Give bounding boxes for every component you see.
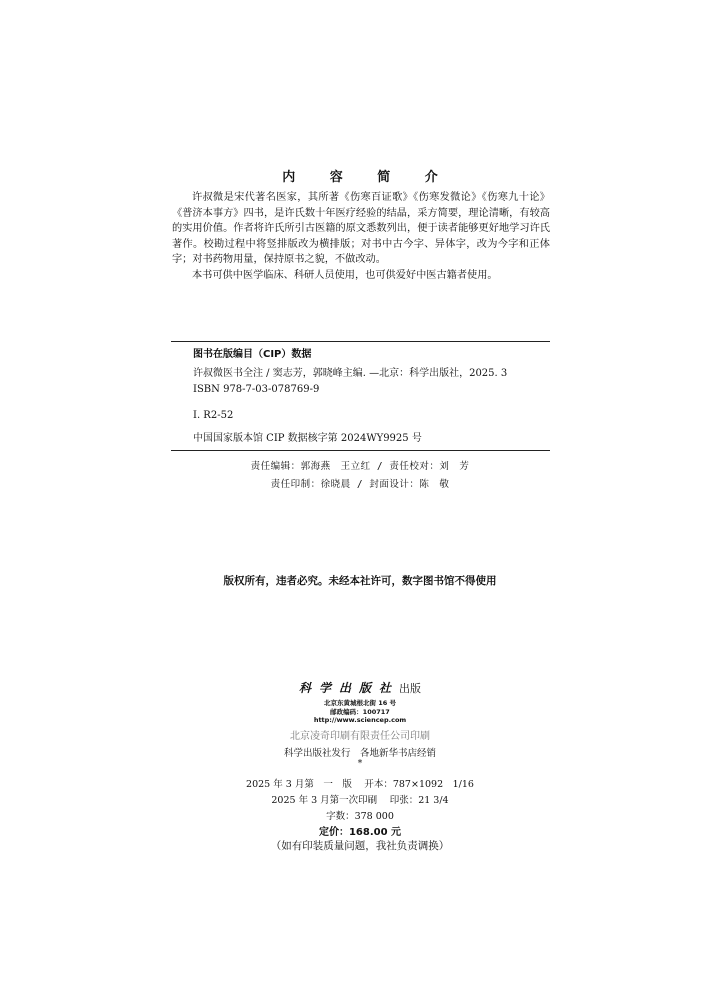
intro-paragraph-1: 许叔微是宋代著名医家，其所著《伤寒百证歌》《伤寒发微论》《伤寒九十论》《普济本事方》四书，是许氏数十年医疗经验的结晶，采方简要，理论清晰，有较高的实用价值。作者将许氏所引古医籍的原文悉数列出，便于读者能够更好地学习许氏著作。校勘过程中将竖排版改为横排版；对书中古今字、异体字，改为今字和正体字；对书药物用量，保持原书之貌，不做改动。 bbox=[172, 192, 550, 266]
cip-classification: Ⅰ. R2-52 bbox=[193, 410, 234, 421]
intro-paragraph-2: 本书可供中医学临床、科研人员使用，也可供爱好中医古籍者使用。 bbox=[192, 269, 498, 281]
cip-title-line: 许叔微医书全注 / 窦志芳，郭晓峰主编. —北京：科学出版社，2025. 3 bbox=[193, 368, 508, 379]
intro-heading: 内 容 简 介 bbox=[282, 170, 453, 185]
editors-line: 责任编辑：郭海燕 王立红 / 责任校对：刘 芳 bbox=[250, 461, 470, 472]
publisher-postcode: 邮政编码：100717 bbox=[330, 708, 390, 716]
copyright-notice: 版权所有，违者必究。未经本社许可，数字图书馆不得使用 bbox=[223, 575, 497, 587]
printer-name: 北京凌奇印刷有限责任公司印刷 bbox=[290, 731, 430, 742]
cip-isbn: ISBN 978-7-03-078769-9 bbox=[193, 384, 320, 395]
price-value: 168.00 元 bbox=[348, 827, 402, 838]
intro-body bbox=[172, 190, 550, 284]
cip-bottom-rule bbox=[171, 450, 550, 451]
production-line: 责任印制：徐晓晨 / 封面设计：陈 敬 bbox=[270, 479, 450, 490]
cip-heading: 图书在版编目（CIP）数据 bbox=[193, 349, 312, 360]
publisher-suffix: 出版 bbox=[399, 682, 421, 695]
publisher-url: http://www.sciencep.com bbox=[313, 716, 407, 724]
price-label: 定价： bbox=[318, 827, 349, 838]
price bbox=[0, 823, 720, 838]
publisher-name bbox=[0, 679, 720, 696]
publisher-logo-text: 科学出版社 bbox=[298, 681, 399, 695]
printing-line: 2025 年 3 月第一次印刷 印张：21 3/4 bbox=[271, 795, 449, 806]
edition-line: 2025 年 3 月第 一 版 开本：787×1092 1/16 bbox=[246, 779, 474, 790]
separator-star: * bbox=[357, 759, 363, 769]
cip-record-number: 中国国家版本馆 CIP 数据核字第 2024WY9925 号 bbox=[193, 433, 422, 444]
distribution-line: 科学出版社发行 各地新华书店经销 bbox=[283, 748, 436, 759]
publisher-address: 北京东黄城根北街 16 号 bbox=[323, 699, 397, 707]
quality-note: （如有印装质量问题，我社负责调换） bbox=[270, 840, 450, 852]
word-count: 字数：378 000 bbox=[326, 811, 394, 822]
cip-top-rule bbox=[171, 341, 550, 342]
